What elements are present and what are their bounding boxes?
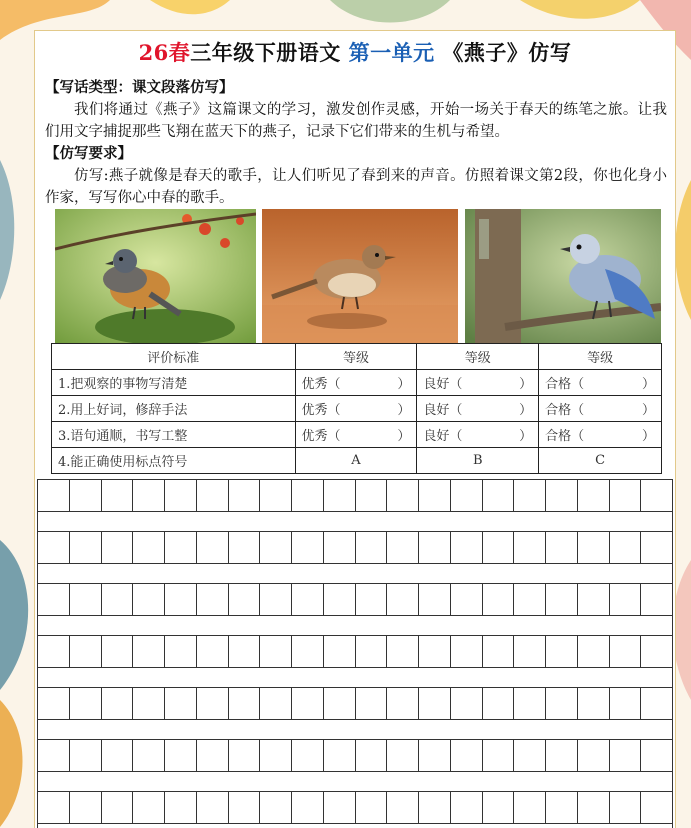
grid-cell[interactable] [38,584,70,615]
grid-cell[interactable] [260,480,292,511]
grade-pass-cell[interactable] [539,422,662,448]
column-header: 等级 [539,344,662,370]
grid-cell[interactable] [38,480,70,511]
grid-cell[interactable] [165,584,197,615]
grid-row-gap [37,824,673,828]
section-paragraph: 仿写:燕子就像是春天的歌手，让人们听见了春到来的声音。仿照着课文第2段，你也化身小作家，写写你心中春的歌手。 [45,168,667,206]
grid-cell[interactable] [229,740,261,771]
grid-cell[interactable] [229,792,261,823]
grid-cell[interactable] [292,792,324,823]
grid-cell[interactable] [197,584,229,615]
grid-cell[interactable] [514,688,546,719]
grid-row-gap [37,720,673,739]
section-requirement [45,143,667,209]
grid-cell[interactable] [165,636,197,667]
grid-cell[interactable] [546,584,578,615]
grid-cell[interactable] [38,688,70,719]
criterion-cell: 4.能正确使用标点符号 [52,448,296,474]
grid-cell[interactable] [292,636,324,667]
grid-cell[interactable] [419,688,451,719]
grid-row [37,687,673,720]
grid-row-gap [37,616,673,635]
grid-cell[interactable] [70,636,102,667]
grid-cell[interactable] [419,480,451,511]
grid-cell[interactable] [197,688,229,719]
grid-cell[interactable] [324,480,356,511]
grid-cell[interactable] [324,532,356,563]
grade-label: 良好（ [423,429,463,444]
grid-cell[interactable] [641,740,673,771]
grade-excellent-cell[interactable] [295,370,417,396]
grid-cell[interactable] [578,480,610,511]
grid-cell[interactable] [610,636,642,667]
grid-row-gap [37,512,673,531]
title-year: 26春 [138,40,191,65]
grid-cell[interactable] [610,480,642,511]
grid-row [37,791,673,824]
table-row [52,370,662,396]
grid-cell[interactable] [260,636,292,667]
grid-cell[interactable] [165,688,197,719]
grid-cell[interactable] [324,688,356,719]
sparrow-photo [262,209,458,343]
grid-cell[interactable] [514,636,546,667]
grade-good-cell[interactable] [417,370,539,396]
grade-good-cell[interactable] [417,396,539,422]
grid-cell[interactable] [197,480,229,511]
grade-close: ） [519,403,533,418]
grade-close: ） [397,429,411,444]
grade-close: ） [397,377,411,392]
grid-cell[interactable] [102,480,134,511]
grid-cell[interactable] [356,688,388,719]
grid-cell[interactable] [356,792,388,823]
grid-cell[interactable] [197,792,229,823]
grid-cell[interactable] [483,532,515,563]
grid-cell[interactable] [483,688,515,719]
grid-cell[interactable] [387,636,419,667]
bird-blue-icon [465,209,661,343]
grid-cell[interactable] [451,532,483,563]
grid-cell[interactable] [197,740,229,771]
grid-cell[interactable] [419,636,451,667]
grid-row [37,583,673,616]
grid-row [37,739,673,772]
grid-cell[interactable] [451,688,483,719]
grid-cell[interactable] [546,480,578,511]
grid-cell[interactable] [546,636,578,667]
grid-cell[interactable] [514,584,546,615]
grade-label: 良好（ [423,403,463,418]
grid-cell[interactable] [133,584,165,615]
grade-close: ） [641,429,655,444]
grid-cell[interactable] [292,532,324,563]
grid-cell[interactable] [102,636,134,667]
grid-cell[interactable] [451,584,483,615]
grid-cell[interactable] [292,584,324,615]
grid-cell[interactable] [387,532,419,563]
grade-excellent-cell[interactable] [295,396,417,422]
grid-cell[interactable] [356,532,388,563]
grid-cell[interactable] [546,532,578,563]
grid-cell[interactable] [387,584,419,615]
grid-cell[interactable] [38,792,70,823]
grid-row-gap [37,564,673,583]
grid-cell[interactable] [483,792,515,823]
grid-cell[interactable] [38,740,70,771]
criterion-cell: 1.把观察的事物写清楚 [52,370,296,396]
grid-cell[interactable] [229,532,261,563]
title-grade: 三年级下册语文 [190,40,341,65]
grade-label: 优秀（ [301,377,341,392]
grid-cell[interactable] [387,792,419,823]
grid-cell[interactable] [70,584,102,615]
grid-cell[interactable] [102,532,134,563]
grid-cell[interactable] [483,740,515,771]
bird-brown-icon [262,209,458,343]
criterion-cell: 3.语句通顺，书写工整 [52,422,296,448]
bird-orange-breast-icon [55,209,256,343]
title-unit: 第一单元 [348,40,435,65]
grid-cell[interactable] [292,480,324,511]
grid-cell[interactable] [70,532,102,563]
grid-row-gap [37,772,673,791]
grid-cell[interactable] [514,740,546,771]
grid-cell[interactable] [610,584,642,615]
grid-cell[interactable] [546,740,578,771]
grid-cell[interactable] [102,688,134,719]
grade-label: 优秀（ [301,429,341,444]
grid-cell[interactable] [324,792,356,823]
table-row [52,396,662,422]
grid-cell[interactable] [133,636,165,667]
column-header: 评价标准 [52,344,296,370]
grid-cell[interactable] [641,688,673,719]
grid-cell[interactable] [546,792,578,823]
grid-cell[interactable] [483,480,515,511]
grid-cell[interactable] [641,584,673,615]
grade-close: ） [519,429,533,444]
grid-cell[interactable] [260,740,292,771]
grid-cell[interactable] [324,740,356,771]
section-heading: 【仿写要求】 [45,145,132,162]
robin-photo [55,209,256,343]
grid-row-gap [37,668,673,687]
grid-cell[interactable] [641,480,673,511]
table-row [52,448,662,474]
grid-cell[interactable] [324,584,356,615]
grid-cell[interactable] [356,740,388,771]
grid-cell[interactable] [451,792,483,823]
grid-cell[interactable] [483,636,515,667]
grid-cell[interactable] [102,740,134,771]
grid-cell[interactable] [229,636,261,667]
grid-cell[interactable] [229,584,261,615]
grid-cell[interactable] [324,636,356,667]
grade-a-cell[interactable]: A [295,448,417,474]
grade-pass-cell[interactable] [539,396,662,422]
grid-cell[interactable] [165,740,197,771]
grid-cell[interactable] [165,480,197,511]
grade-label: 合格（ [545,377,585,392]
grid-cell[interactable] [133,740,165,771]
grid-cell[interactable] [229,480,261,511]
grid-cell[interactable] [578,688,610,719]
grid-cell[interactable] [641,532,673,563]
grid-cell[interactable] [578,584,610,615]
grid-cell[interactable] [38,636,70,667]
grid-cell[interactable] [419,740,451,771]
grid-cell[interactable] [133,792,165,823]
grid-cell[interactable] [514,792,546,823]
grade-label: 良好（ [423,377,463,392]
grid-cell[interactable] [641,792,673,823]
grid-cell[interactable] [102,792,134,823]
title-lesson: 《燕子》仿写 [442,40,572,65]
grid-cell[interactable] [578,740,610,771]
grid-cell[interactable] [165,792,197,823]
grid-cell[interactable] [610,740,642,771]
worksheet-page [34,30,676,828]
grid-cell[interactable] [292,740,324,771]
section-heading: 【写话类型：课文段落仿写】 [45,79,234,96]
grid-cell[interactable] [260,688,292,719]
grid-cell[interactable] [451,480,483,511]
grade-label: 优秀（ [301,403,341,418]
grid-cell[interactable] [419,792,451,823]
grid-cell[interactable] [514,532,546,563]
grid-cell[interactable] [578,792,610,823]
grid-cell[interactable] [260,792,292,823]
grid-cell[interactable] [38,532,70,563]
section-writing-type [45,77,667,143]
writing-grid[interactable] [37,479,673,828]
grid-cell[interactable] [546,688,578,719]
grid-cell[interactable] [641,636,673,667]
grid-cell[interactable] [165,532,197,563]
grid-cell[interactable] [70,480,102,511]
photo-strip [55,209,661,343]
grade-pass-cell[interactable] [539,370,662,396]
grid-cell[interactable] [260,532,292,563]
grid-row [37,635,673,668]
grade-close: ） [641,377,655,392]
grid-cell[interactable] [197,532,229,563]
table-row [52,422,662,448]
grade-label: 合格（ [545,429,585,444]
grid-cell[interactable] [578,636,610,667]
column-header: 等级 [417,344,539,370]
table-header-row [52,344,662,370]
grid-row [37,479,673,512]
grid-cell[interactable] [133,480,165,511]
grid-cell[interactable] [356,584,388,615]
grid-cell[interactable] [419,532,451,563]
criterion-cell: 2.用上好词，修辞手法 [52,396,296,422]
grid-cell[interactable] [578,532,610,563]
bluebird-photo [465,209,661,343]
grid-cell[interactable] [451,740,483,771]
page-title [35,37,675,67]
section-paragraph: 我们将通过《燕子》这篇课文的学习，激发创作灵感，开始一场关于春天的练笔之旅。让我们用文字捕捉那些飞翔在蓝天下的燕子，记录下它们带来的生机与希望。 [45,102,667,140]
grid-cell[interactable] [387,480,419,511]
grid-cell[interactable] [610,792,642,823]
grid-cell[interactable] [133,688,165,719]
grade-close: ） [641,403,655,418]
grid-cell[interactable] [387,740,419,771]
grid-cell[interactable] [356,480,388,511]
grid-cell[interactable] [260,584,292,615]
grid-cell[interactable] [133,532,165,563]
grid-cell[interactable] [483,584,515,615]
grid-cell[interactable] [419,584,451,615]
grid-cell[interactable] [387,688,419,719]
grade-label: 合格（ [545,403,585,418]
grid-cell[interactable] [197,636,229,667]
grid-cell[interactable] [356,636,388,667]
grade-b-cell[interactable]: B [417,448,539,474]
grid-cell[interactable] [70,740,102,771]
grade-close: ） [519,377,533,392]
grid-cell[interactable] [102,584,134,615]
grade-good-cell[interactable] [417,422,539,448]
column-header: 等级 [295,344,417,370]
grid-cell[interactable] [70,792,102,823]
grid-cell[interactable] [292,688,324,719]
evaluation-rubric-table [51,343,662,474]
grid-cell[interactable] [514,480,546,511]
grid-cell[interactable] [610,532,642,563]
grade-c-cell[interactable]: C [539,448,662,474]
grade-close: ） [397,403,411,418]
grid-cell[interactable] [451,636,483,667]
grid-cell[interactable] [70,688,102,719]
grade-excellent-cell[interactable] [295,422,417,448]
grid-row [37,531,673,564]
grid-cell[interactable] [229,688,261,719]
grid-cell[interactable] [610,688,642,719]
